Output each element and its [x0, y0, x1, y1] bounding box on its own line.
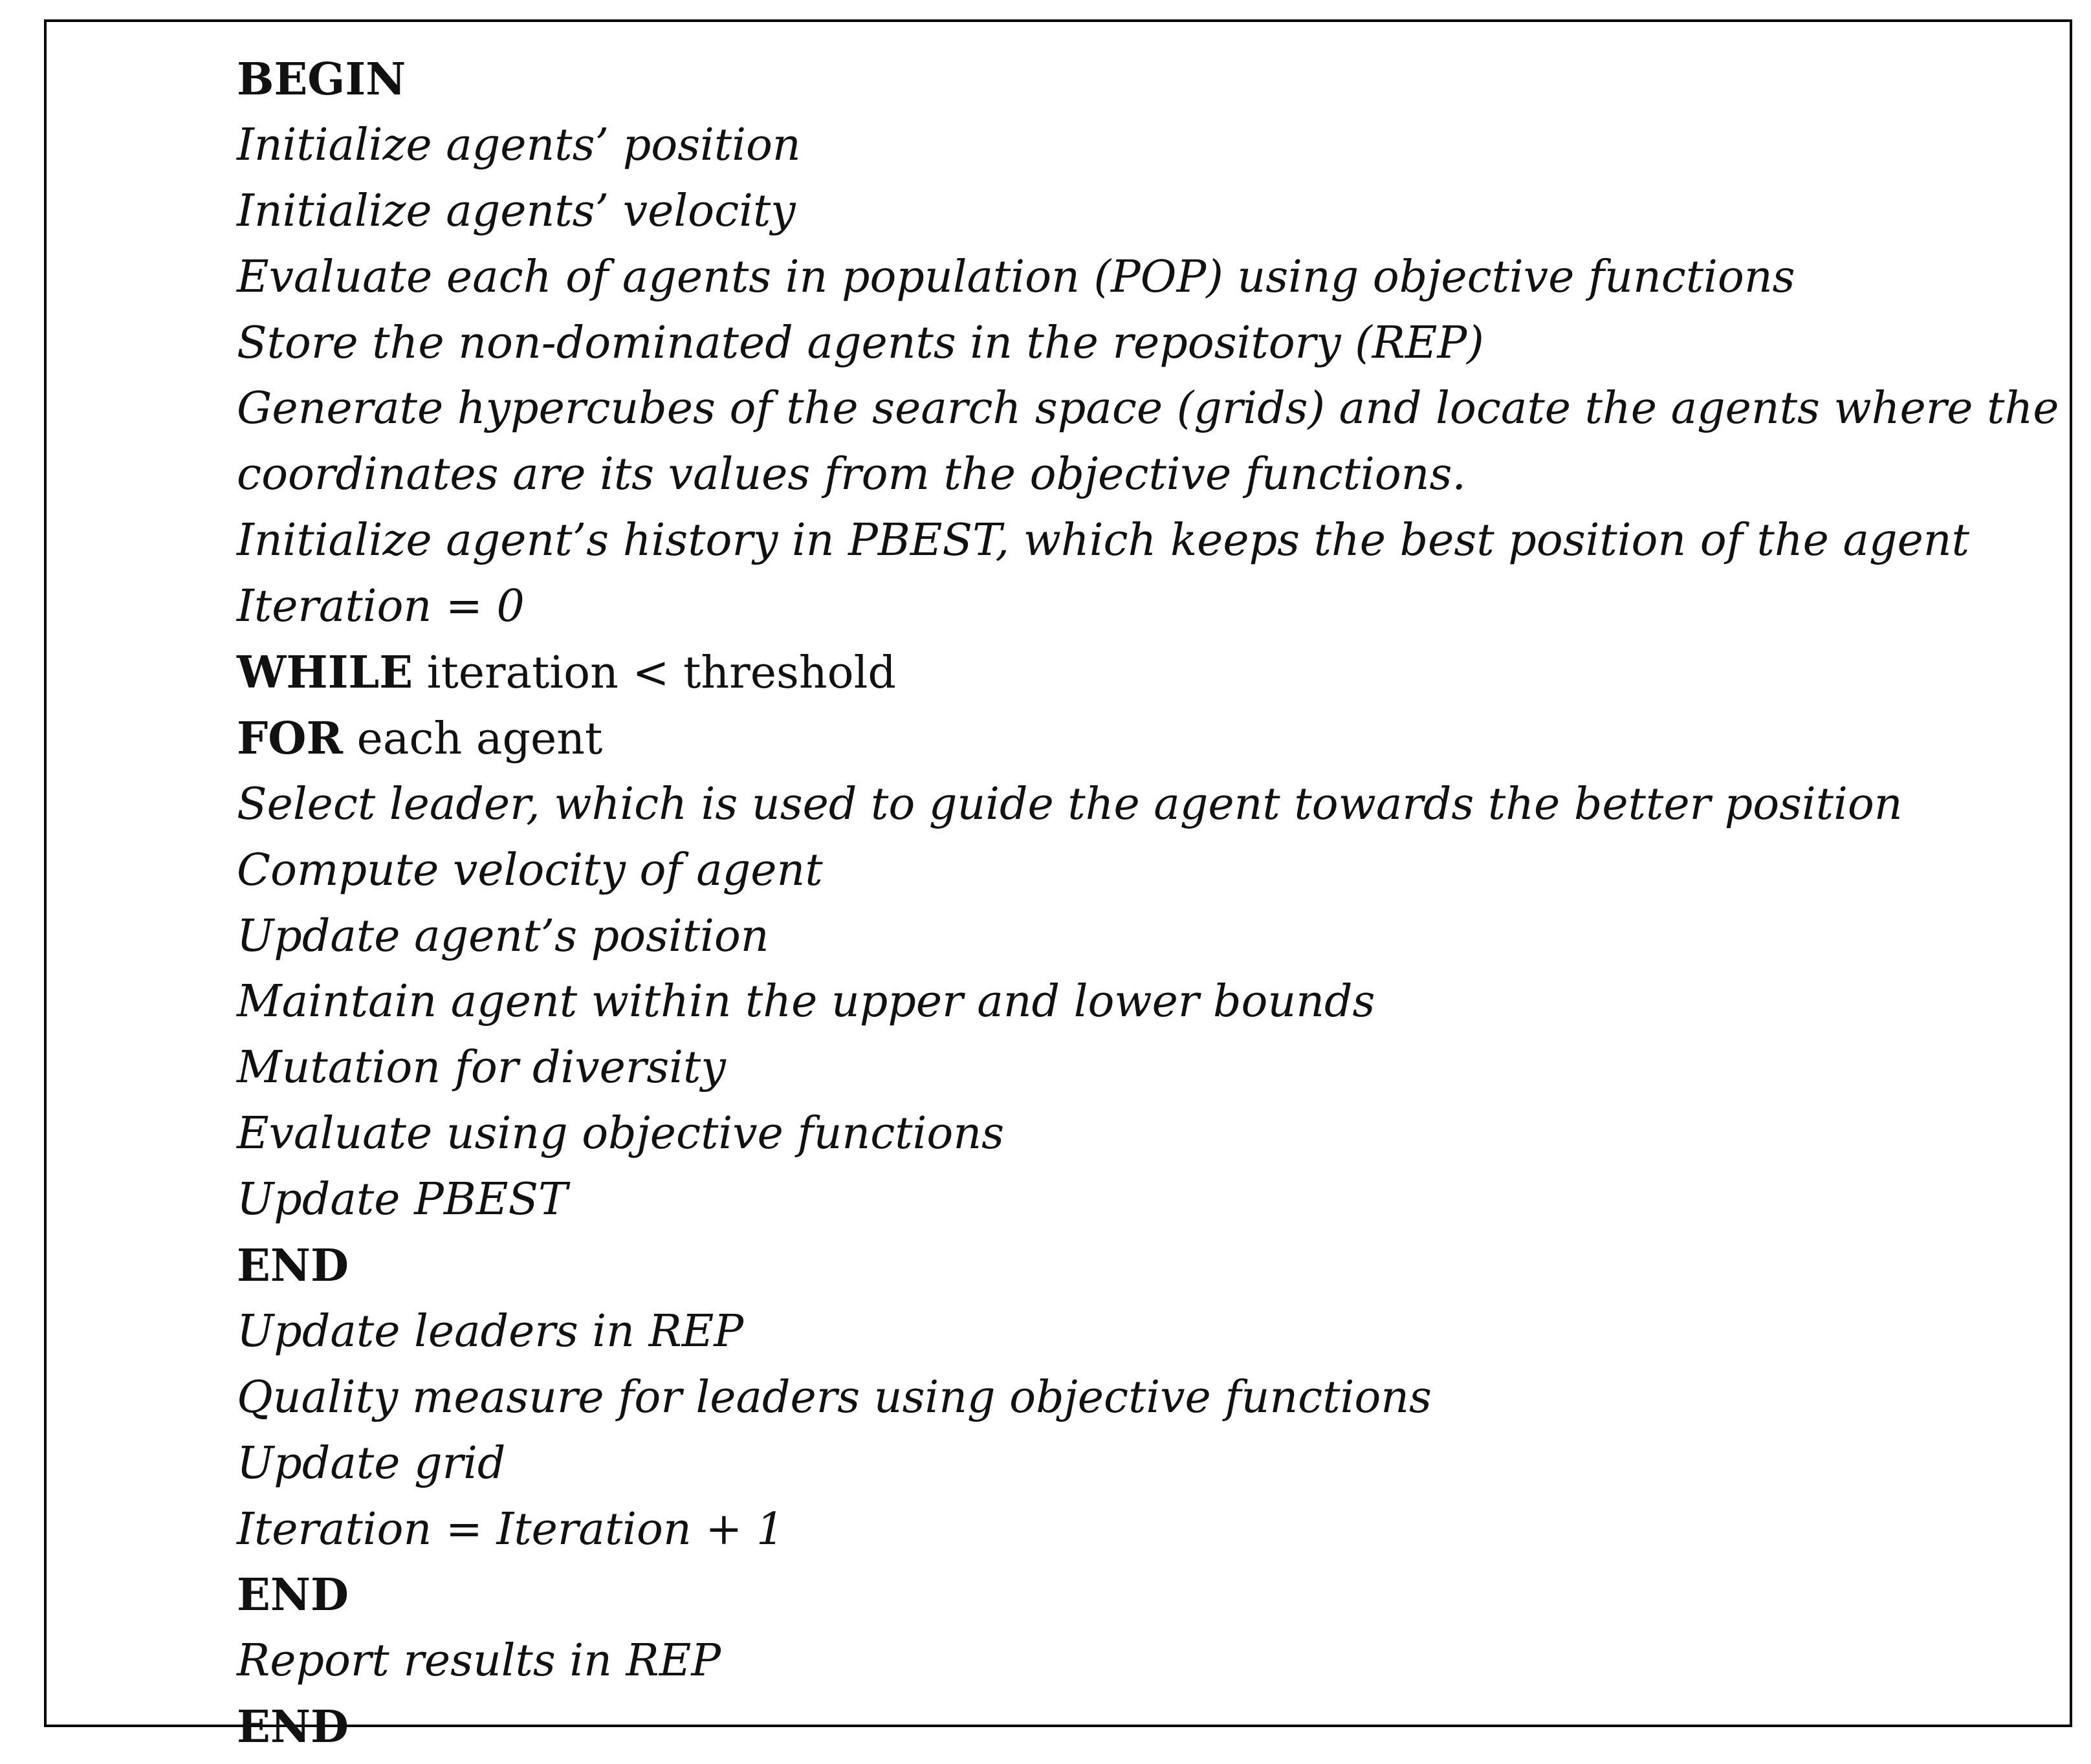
line-text: Evaluate using objective functions [237, 1108, 1005, 1160]
line-text: Report results in REP [237, 1635, 721, 1687]
line-for [237, 710, 2059, 776]
line-maintain-bounds [237, 973, 2059, 1039]
line-text: iteration < threshold [413, 648, 896, 699]
line-while [237, 644, 2059, 710]
keyword-for: FOR [237, 712, 344, 765]
line-begin [237, 50, 2059, 116]
line-text: Maintain agent within the upper and lower bounds [237, 976, 1375, 1028]
line-text: Iteration = 0 [237, 581, 525, 633]
line-init-pbest [237, 512, 2059, 578]
line-text: Store the non-dominated agents in the repository (REP) [237, 317, 1484, 369]
line-text: Initialize agents’ position [237, 119, 801, 171]
line-evaluate [237, 1105, 2059, 1171]
line-text: each agent [343, 713, 603, 765]
line-text: END [237, 1240, 349, 1292]
line-iteration-increment [237, 1501, 2059, 1567]
line-update-position [237, 908, 2059, 974]
line-text: Quality measure for leaders using objective functions [237, 1371, 1432, 1423]
line-text: BEGIN [237, 54, 406, 105]
line-text: Compute velocity of agent [237, 844, 823, 896]
line-coordinates [237, 446, 2059, 512]
pseudocode-lines [237, 50, 2059, 1764]
line-text: Select leader, which is used to guide the agent towards the better position [237, 778, 1903, 830]
line-store-rep [237, 314, 2059, 380]
line-text: Iteration = Iteration + 1 [237, 1503, 785, 1555]
line-report-results [237, 1632, 2059, 1698]
line-update-pbest [237, 1171, 2059, 1237]
line-text: Evaluate each of agents in population (POP) using objective functions [237, 251, 1795, 303]
line-mutation [237, 1039, 2059, 1105]
line-end [237, 1698, 2059, 1764]
line-text: Update leaders in REP [237, 1305, 744, 1357]
line-update-grid [237, 1435, 2059, 1501]
line-end-for [237, 1237, 2059, 1303]
line-text: Initialize agents’ velocity [237, 185, 796, 237]
line-text: Mutation for diversity [237, 1042, 726, 1094]
line-text: END [237, 1701, 349, 1754]
line-init-velocity [237, 182, 2059, 248]
line-text: END [237, 1569, 349, 1622]
line-init-position [237, 116, 2059, 182]
line-text: Update PBEST [237, 1174, 568, 1226]
line-compute-velocity [237, 842, 2059, 908]
line-quality-measure [237, 1369, 2059, 1435]
pseudocode-box [44, 19, 2072, 1754]
line-generate-hypercubes [237, 380, 2059, 446]
keyword-while: WHILE [237, 647, 413, 699]
line-text: Update grid [237, 1437, 506, 1489]
line-update-leaders [237, 1303, 2059, 1369]
line-select-leader [237, 776, 2059, 842]
line-iteration-zero [237, 578, 2059, 644]
line-text: coordinates are its values from the objective functions. [237, 449, 1466, 501]
line-text: Update agent’s position [237, 910, 769, 962]
line-text: Generate hypercubes of the search space (grids) and locate the agents where the [237, 383, 2059, 435]
line-text: Initialize agent’s history in PBEST, which keeps the best position of the agent [237, 515, 1969, 567]
line-end-while [237, 1566, 2059, 1632]
line-evaluate-pop [237, 248, 2059, 314]
